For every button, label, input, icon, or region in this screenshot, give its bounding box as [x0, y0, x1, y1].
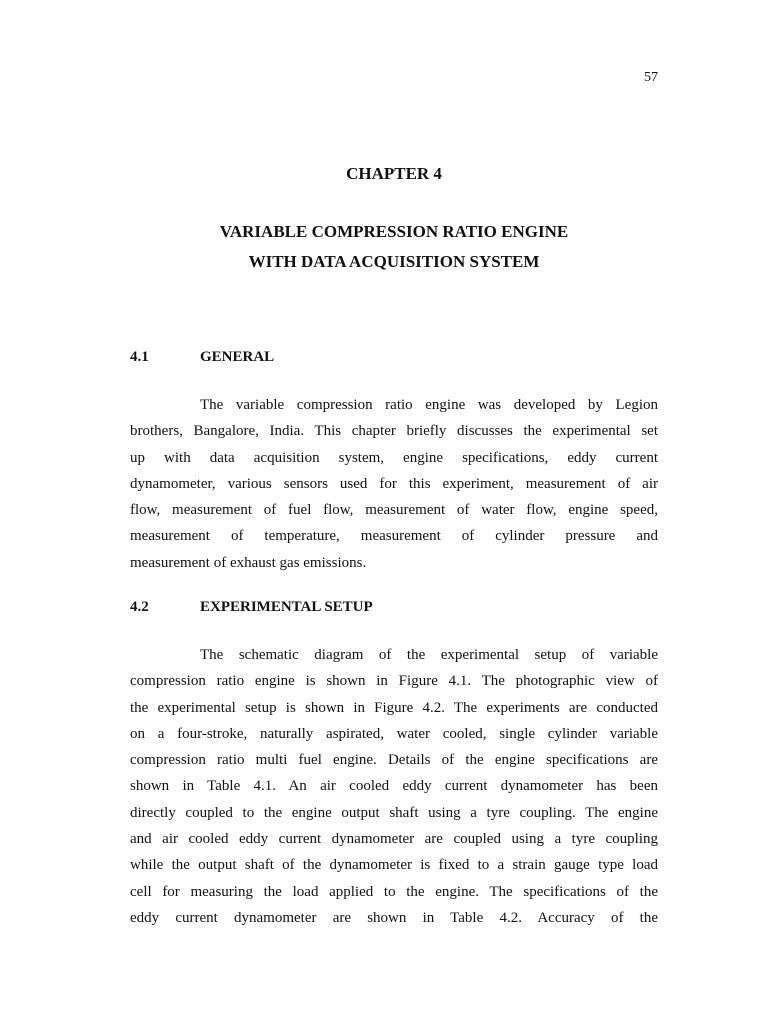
- paragraph-line: and air cooled eddy current dynamometer are coupled using a tyre coupling: [130, 831, 658, 848]
- section-heading-experimental-setup: [130, 599, 373, 616]
- chapter-title-line: WITH DATA ACQUISITION SYSTEM: [248, 252, 540, 271]
- chapter-label: CHAPTER 4: [346, 164, 442, 183]
- paragraph-experimental-setup: [130, 642, 658, 931]
- paragraph-line: directly coupled to the engine output shaft using a tyre coupling. The engine: [130, 804, 658, 821]
- paragraph-line: The variable compression ratio engine was developed by Legion: [200, 397, 658, 413]
- paragraph-line: compression ratio multi fuel engine. Details of the engine specifications are: [130, 752, 658, 769]
- paragraph-line: flow, measurement of fuel flow, measurement of water flow, engine speed,: [130, 502, 658, 519]
- chapter-title-line: VARIABLE COMPRESSION RATIO ENGINE: [219, 222, 569, 241]
- paragraph-line: brothers, Bangalore, India. This chapter briefly discusses the experimental set: [130, 423, 658, 440]
- section-heading-general: [130, 349, 274, 366]
- paragraph-line: on a four-stroke, naturally aspirated, water cooled, single cylinder variable: [130, 725, 658, 742]
- page-number: 57: [644, 70, 658, 85]
- section-number: 4.2: [130, 599, 149, 615]
- paragraph-line: the experimental setup is shown in Figure 4.2. The experiments are conducted: [130, 699, 658, 716]
- section-number: 4.1: [130, 349, 149, 365]
- section-title: EXPERIMENTAL SETUP: [200, 599, 373, 615]
- paragraph-line: measurement of temperature, measurement of cylinder pressure and: [130, 528, 658, 545]
- paragraph-line: shown in Table 4.1. An air cooled eddy current dynamometer has been: [130, 778, 658, 795]
- paragraph-line: up with data acquisition system, engine specifications, eddy current: [130, 449, 658, 466]
- paragraph-line: eddy current dynamometer are shown in Table 4.2. Accuracy of the: [130, 909, 658, 926]
- paragraph-line: compression ratio engine is shown in Figure 4.1. The photographic view of: [130, 673, 658, 690]
- paragraph-line: dynamometer, various sensors used for this experiment, measurement of air: [130, 475, 658, 492]
- paragraph-line: The schematic diagram of the experimental setup of variable: [200, 647, 658, 663]
- chapter-title: [0, 217, 768, 277]
- section-title: GENERAL: [200, 349, 275, 365]
- paragraph-general: [130, 392, 658, 576]
- paragraph-line: cell for measuring the load applied to the engine. The specifications of the: [130, 883, 658, 900]
- paragraph-line: measurement of exhaust gas emissions.: [130, 554, 367, 571]
- paragraph-line: while the output shaft of the dynamometer is fixed to a strain gauge type load: [130, 857, 658, 874]
